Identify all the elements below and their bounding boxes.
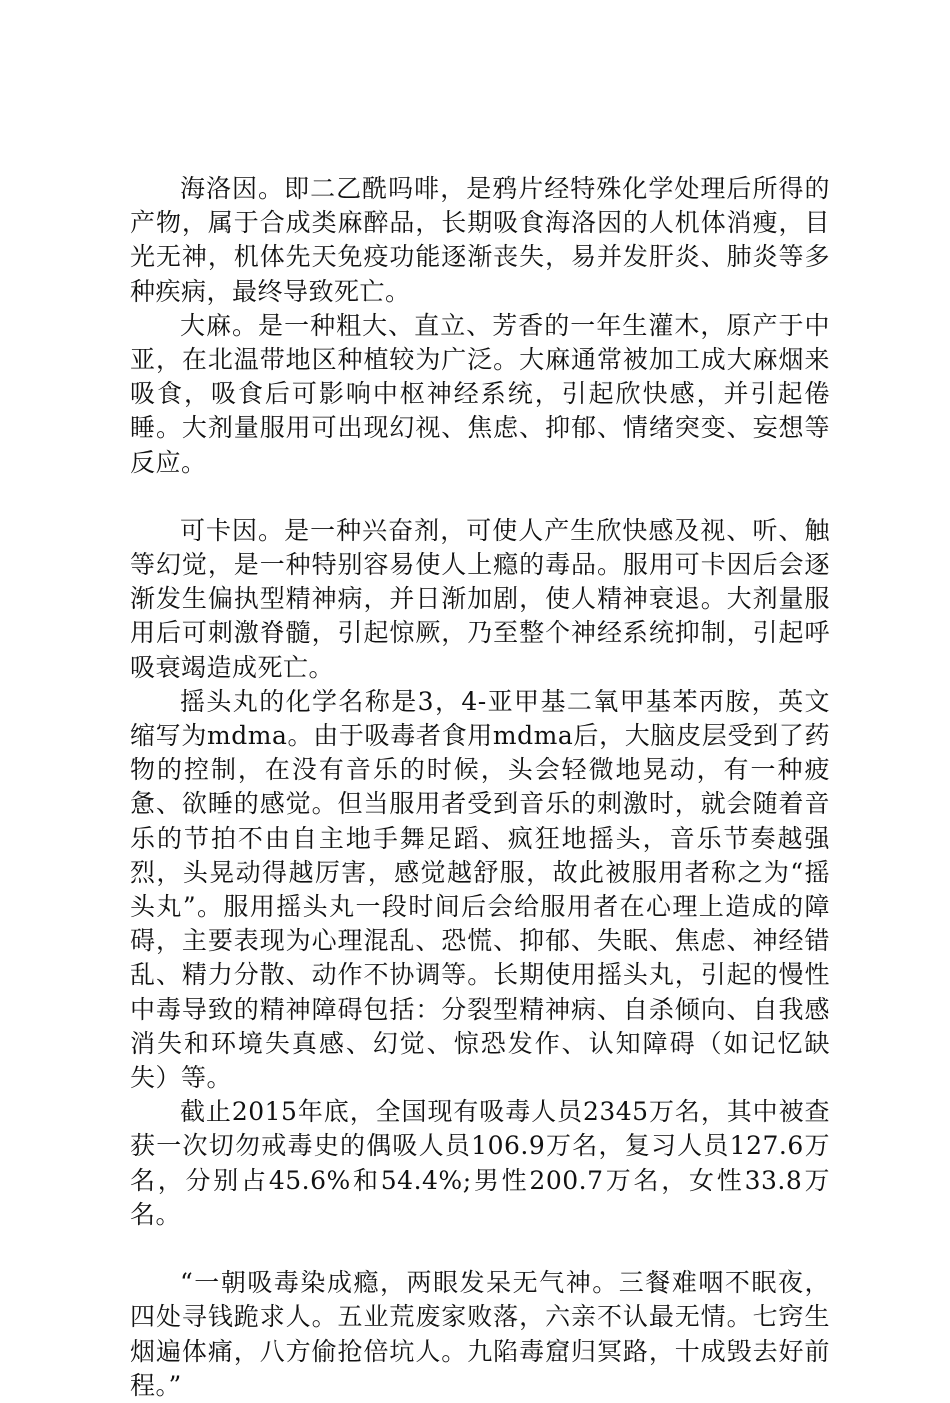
paragraph-cannabis: 大麻。是一种粗大、直立、芳香的一年生灌木，原产于中亚，在北温带地区种植较为广泛。大麻通常被加工成大麻烟来吸食，吸食后可影响中枢神经系统，引起欣快感，并引起倦睡。大剂量服用可出现幻视、焦虑、抑郁、情绪突变、妄想等反应。 (130, 310, 830, 477)
paragraph-statistics: 截止2015年底，全国现有吸毒人员2345万名，其中被查获一次切勿戒毒史的偶吸人员106.9万名，复习人员127.6万名，分别占45.6%和54.4%;男性200.7万名，女性33.8万名。 (130, 1097, 830, 1229)
paragraph-spacer (130, 480, 830, 514)
paragraph-heroin: 海洛因。即二乙酰吗啡，是鸦片经特殊化学处理后所得的产物，属于合成类麻醉品，长期吸食海洛因的人机体消瘦，目光无神，机体先天免疫功能逐渐丧失，易并发肝炎、肺炎等多种疾病，最终导致死亡。 (130, 174, 830, 306)
paragraph-verse: “一朝吸毒染成瘾，两眼发呆无气神。三餐难咽不眠夜，四处寻钱跪求人。五业荒废家败落，六亲不认最无情。七窍生烟遍体痛，八方偷抢倍坑人。九陷毒窟归冥路，十成毁去好前程。” (130, 1268, 830, 1400)
document-body (130, 172, 830, 1403)
paragraph-ecstasy: 摇头丸的化学名称是3，4-亚甲基二氧甲基苯丙胺，英文缩写为mdma。由于吸毒者食用mdma后，大脑皮层受到了药物的控制，在没有音乐的时候，头会轻微地晃动，有一种疲惫、欲睡的感觉。但当服用者受到音乐的刺激时，就会随着音乐的节拍不由自主地手舞足蹈、疯狂地摇头，音乐节奏越强烈，头晃动得越厉害，感觉越舒服，故此被服用者称之为“摇头丸”。服用摇头丸一段时间后会给服用者在心理上造成的障碍，主要表现为心理混乱、恐慌、抑郁、失眠、焦虑、神经错乱、精力分散、动作不协调等。长期使用摇头丸，引起的慢性中毒导致的精神障碍包括：分裂型精神病、自杀倾向、自我感消失和环境失真感、幻觉、惊恐发作、认知障碍（如记忆缺失）等。 (130, 686, 830, 1093)
paragraph-spacer (130, 1232, 830, 1266)
paragraph-cocaine: 可卡因。是一种兴奋剂，可使人产生欣快感及视、听、触等幻觉，是一种特别容易使人上瘾的毒品。服用可卡因后会逐渐发生偏执型精神病，并日渐加剧，使人精神衰退。大剂量服用后可刺激脊髓，引起惊厥，乃至整个神经系统抑制，引起呼吸衰竭造成死亡。 (130, 515, 830, 682)
